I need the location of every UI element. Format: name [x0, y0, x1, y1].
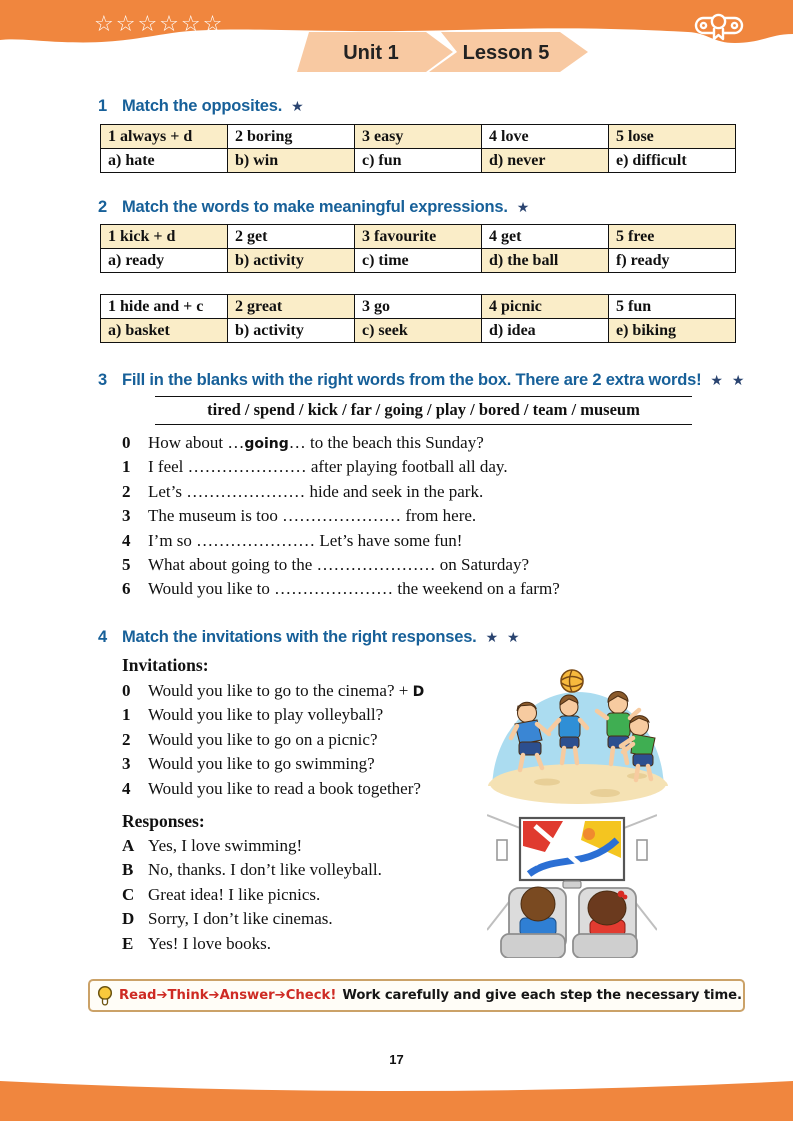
- exercise-number: 3: [98, 371, 107, 389]
- table-cell: a) hate: [101, 149, 228, 173]
- table-cell: 3 easy: [355, 125, 482, 149]
- exercise-title: Match the words to make meaningful expressions.: [122, 198, 508, 216]
- table-cell: 1 always + d: [101, 125, 228, 149]
- table-cell: 2 get: [228, 225, 355, 249]
- table-cell: 2 boring: [228, 125, 355, 149]
- word-box: tired / spend / kick / far / going / play / bored / team / museum: [155, 396, 692, 425]
- response-item: A Yes, I love swimming!: [122, 836, 303, 855]
- beach-volleyball-illustration: [487, 664, 669, 808]
- table-cell: b) activity: [228, 249, 355, 273]
- table-cell: 2 great: [228, 295, 355, 319]
- responses-label: Responses:: [122, 811, 205, 831]
- fill-item: 1 I feel ………………… after playing football all day.: [122, 457, 508, 477]
- invitations-label: Invitations:: [122, 655, 209, 675]
- table-cell: a) basket: [101, 319, 228, 343]
- exercise-2-heading: [98, 198, 531, 217]
- tip-steps-text: Read➔Think➔Answer➔Check!: [119, 988, 337, 1003]
- table-cell: d) the ball: [482, 249, 609, 273]
- table-cell: e) difficult: [609, 149, 736, 173]
- response-item: C Great idea! I like picnics.: [122, 884, 321, 904]
- exercise-title: Fill in the blanks with the right words from the box. There are 2 extra words!: [122, 371, 702, 389]
- response-item: E Yes! I love books.: [122, 933, 271, 953]
- lightbulb-icon: [97, 985, 113, 1007]
- fill-item: 4 I’m so ………………… Let’s have some fun!: [122, 530, 463, 550]
- table-cell: f) ready: [609, 249, 736, 273]
- table-cell: 4 picnic: [482, 295, 609, 319]
- table-cell: e) biking: [609, 319, 736, 343]
- cinema-illustration: [487, 812, 657, 958]
- responses-list: [122, 836, 382, 958]
- response-item: B No, thanks. I don’t like volleyball.: [122, 860, 382, 880]
- table-cell: 5 fun: [609, 295, 736, 319]
- volleyball-icon: [561, 670, 583, 692]
- sample-answer: D: [412, 684, 425, 700]
- girl-viewer: [588, 891, 627, 936]
- table-cell: 4 get: [482, 225, 609, 249]
- exercise-3-heading: [98, 371, 746, 390]
- tip-advice-text: Work carefully and give each step the necessary time.: [342, 988, 742, 1003]
- match-table-1: [100, 124, 736, 173]
- invitation-item: 0 Would you like to go to the cinema? + D: [122, 681, 425, 700]
- response-item: D Sorry, I don’t like cinemas.: [122, 909, 333, 929]
- exercise-4-heading: [98, 628, 522, 647]
- fill-item: 0 How about …going… to the beach this Sunday?: [122, 433, 484, 452]
- invitations-list: [122, 681, 424, 803]
- difficulty-stars: ★ ★: [485, 630, 522, 646]
- difficulty-stars: ★: [516, 200, 532, 216]
- table-cell: 4 love: [482, 125, 609, 149]
- cinema-seat: [573, 934, 637, 958]
- fill-item: 3 The museum is too ………………… from here.: [122, 506, 477, 526]
- invitation-item: 1 Would you like to play volleyball?: [122, 705, 384, 725]
- fill-item: 2 Let’s ………………… hide and seek in the park.: [122, 481, 484, 501]
- page-header: [0, 0, 793, 78]
- exercise-1-heading: [98, 97, 306, 116]
- table-cell: b) activity: [228, 319, 355, 343]
- table-cell: d) never: [482, 149, 609, 173]
- table-cell: 3 go: [355, 295, 482, 319]
- tip-bar: [88, 979, 745, 1012]
- page-footer: [0, 1071, 793, 1121]
- table-cell: b) win: [228, 149, 355, 173]
- table-cell: 3 favourite: [355, 225, 482, 249]
- movie-screen: [520, 818, 624, 880]
- invitation-item: 4 Would you like to read a book together?: [122, 778, 421, 798]
- fill-in-items: [122, 433, 560, 604]
- match-table-2a: [100, 224, 736, 273]
- table-cell: c) fun: [355, 149, 482, 173]
- table-cell: a) ready: [101, 249, 228, 273]
- exercise-number: 4: [98, 628, 107, 646]
- fill-item: 5 What about going to the ………………… on Saturday?: [122, 554, 530, 574]
- difficulty-stars: ★: [291, 99, 306, 115]
- exercise-number: 1: [98, 97, 107, 115]
- table-cell: 1 hide and + c: [101, 295, 228, 319]
- table-cell: c) seek: [355, 319, 482, 343]
- table-cell: d) idea: [482, 319, 609, 343]
- table-cell: 5 lose: [609, 125, 736, 149]
- page-number: 17: [389, 1052, 404, 1067]
- difficulty-stars: ★ ★: [710, 373, 747, 389]
- invitation-item: 3 Would you like to go swimming?: [122, 754, 375, 774]
- table-cell: 1 kick + d: [101, 225, 228, 249]
- match-table-2b: [100, 294, 736, 343]
- exercise-title: Match the invitations with the right responses.: [122, 628, 477, 646]
- fill-item: 6 Would you like to ………………… the weekend on a farm?: [122, 579, 560, 599]
- boy-viewer: [520, 887, 556, 936]
- exercise-title: Match the opposites.: [122, 97, 283, 115]
- header-stars: ☆☆☆☆☆☆: [94, 12, 225, 37]
- cinema-seat: [501, 934, 565, 958]
- unit-label: Unit 1: [343, 42, 399, 64]
- invitation-item: 2 Would you like to go on a picnic?: [122, 729, 378, 749]
- table-cell: c) time: [355, 249, 482, 273]
- table-cell: 5 free: [609, 225, 736, 249]
- sample-answer: going: [244, 436, 289, 452]
- exercise-number: 2: [98, 198, 107, 216]
- lesson-label: Lesson 5: [462, 42, 550, 64]
